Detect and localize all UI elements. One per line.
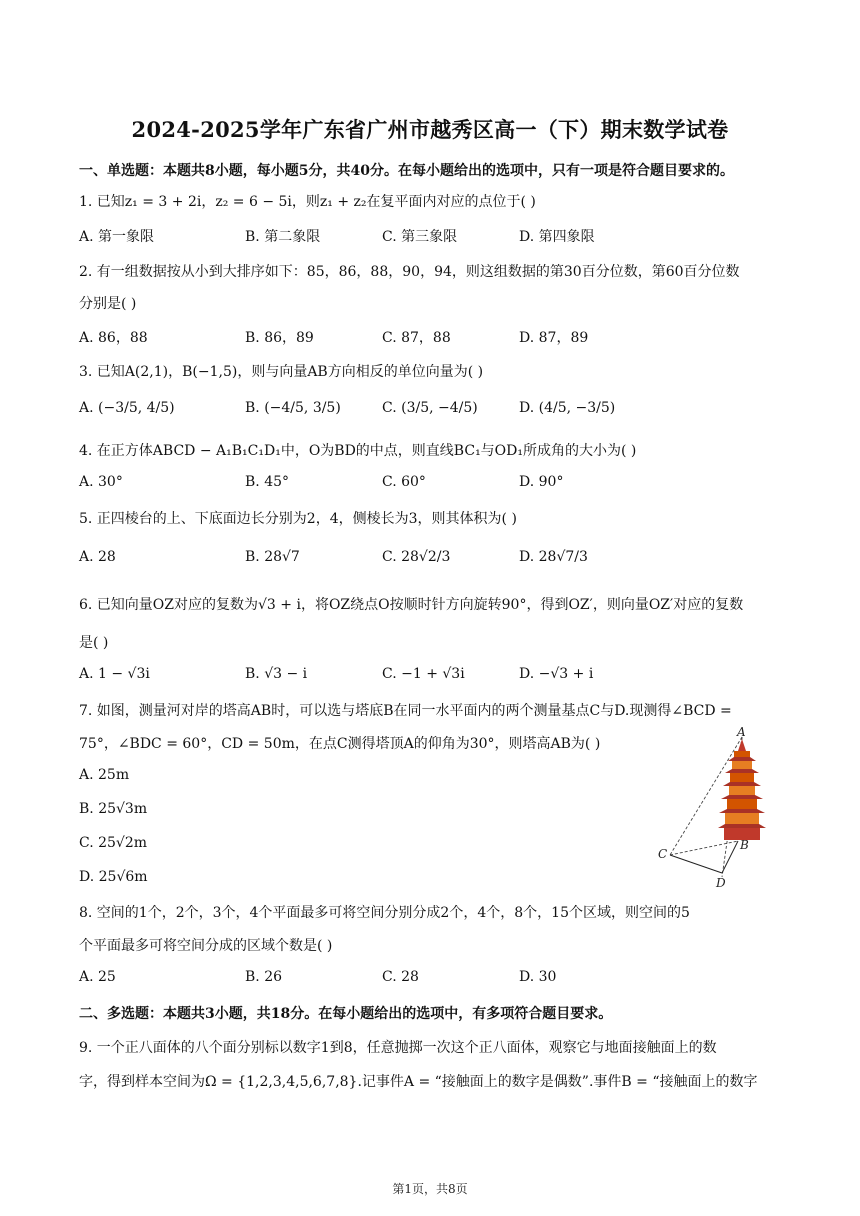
- q1-option-b: B. 第二象限: [245, 229, 321, 245]
- q5-option-a: A. 28: [79, 549, 116, 565]
- q5-option-b: B. 28√7: [245, 549, 300, 565]
- q2-option-a: A. 86，88: [79, 330, 148, 346]
- q4-option-d: D. 90°: [519, 474, 564, 490]
- q2-option-c: C. 87，88: [382, 330, 451, 346]
- question-9-stem-line1: 9. 一个正八面体的八个面分别标以数字1到8，任意抛掷一次这个正八面体，观察它与地面接触面上的数: [79, 1040, 717, 1056]
- figure-label-a: A: [737, 725, 746, 739]
- question-7-stem-line1: 7. 如图，测量河对岸的塔高AB时，可以选与塔底B在同一水平面内的两个测量基点C与D.现测得∠BCD =: [79, 703, 732, 719]
- question-1-stem: 1. 已知z₁ = 3 + 2i，z₂ = 6 − 5i，则z₁ + z₂在复平面内对应的点位于( ): [79, 194, 536, 210]
- section-heading-single-choice: 一、单选题：本题共8小题，每小题5分，共40分。在每小题给出的选项中，只有一项是符合题目要求的。: [79, 163, 734, 179]
- q7-option-b: B. 25√3m: [79, 801, 148, 817]
- q7-option-d: D. 25√6m: [79, 869, 148, 885]
- question-8-stem-line2: 个平面最多可将空间分成的区域个数是( ): [79, 938, 333, 954]
- question-4-stem: 4. 在正方体ABCD − A₁B₁C₁D₁中，O为BD的中点，则直线BC₁与OD₁所成角的大小为( ): [79, 443, 637, 459]
- q6-option-d: D. −√3 + i: [519, 666, 594, 682]
- question-9-stem-line2: 字，得到样本空间为Ω = {1,2,3,4,5,6,7,8}.记事件A = “接触面上的数字是偶数”.事件B = “接触面上的数字: [79, 1074, 758, 1090]
- q8-option-a: A. 25: [79, 969, 116, 985]
- q7-tower-figure: [650, 725, 780, 890]
- q2-option-d: D. 87，89: [519, 330, 589, 346]
- q1-option-c: C. 第三象限: [382, 229, 458, 245]
- q6-option-a: A. 1 − √3i: [79, 666, 150, 682]
- q8-option-d: D. 30: [519, 969, 557, 985]
- question-7-stem-line2: 75°，∠BDC = 60°，CD = 50m，在点C测得塔顶A的仰角为30°，则塔高AB为( ): [79, 736, 601, 752]
- pagoda-icon: [718, 739, 766, 840]
- q3-option-a: A. (−3/5, 4/5): [79, 400, 175, 416]
- q3-option-d: D. (4/5, −3/5): [519, 400, 616, 416]
- q3-option-c: C. (3/5, −4/5): [382, 400, 478, 416]
- question-8-stem-line1: 8. 空间的1个，2个，3个，4个平面最多可将空间分别分成2个，4个，8个，15个区域，则空间的5: [79, 905, 690, 921]
- q2-option-b: B. 86，89: [245, 330, 314, 346]
- figure-label-d: D: [716, 876, 726, 890]
- q3-option-b: B. (−4/5, 3/5): [245, 400, 341, 416]
- q6-option-b: B. √3 − i: [245, 666, 308, 682]
- q1-option-d: D. 第四象限: [519, 229, 595, 245]
- figure-label-c: C: [658, 847, 668, 861]
- page-title: 2024-2025学年广东省广州市越秀区高一（下）期末数学试卷: [131, 117, 729, 142]
- question-6-stem-line1: 6. 已知向量OZ对应的复数为√3 + i，将OZ绕点O按顺时针方向旋转90°，得到OZ′，则向量OZ′对应的复数: [79, 597, 744, 613]
- q6-option-c: C. −1 + √3i: [382, 666, 465, 682]
- q4-option-a: A. 30°: [79, 474, 123, 490]
- q4-option-b: B. 45°: [245, 474, 290, 490]
- figure-label-b: B: [740, 838, 749, 852]
- q8-option-b: B. 26: [245, 969, 283, 985]
- question-6-stem-line2: 是( ): [79, 635, 109, 651]
- q5-option-c: C. 28√2/3: [382, 549, 451, 565]
- question-5-stem: 5. 正四棱台的上、下底面边长分别为2，4，侧棱长为3，则其体积为( ): [79, 511, 517, 527]
- q8-option-c: C. 28: [382, 969, 419, 985]
- question-3-stem: 3. 已知A(2,1)，B(−1,5)，则与向量AB方向相反的单位向量为( ): [79, 364, 484, 380]
- q7-option-a: A. 25m: [79, 767, 130, 783]
- question-2-stem-line2: 分别是( ): [79, 296, 137, 312]
- question-2-stem-line1: 2. 有一组数据按从小到大排序如下：85，86，88，90，94，则这组数据的第30百分位数，第60百分位数: [79, 264, 740, 280]
- q5-option-d: D. 28√7/3: [519, 549, 588, 565]
- q7-option-c: C. 25√2m: [79, 835, 148, 851]
- q4-option-c: C. 60°: [382, 474, 426, 490]
- q1-option-a: A. 第一象限: [79, 229, 155, 245]
- page-footer: 第1页，共8页: [392, 1182, 468, 1196]
- section-heading-multiple-choice: 二、多选题：本题共3小题，共18分。在每小题给出的选项中，有多项符合题目要求。: [79, 1006, 613, 1022]
